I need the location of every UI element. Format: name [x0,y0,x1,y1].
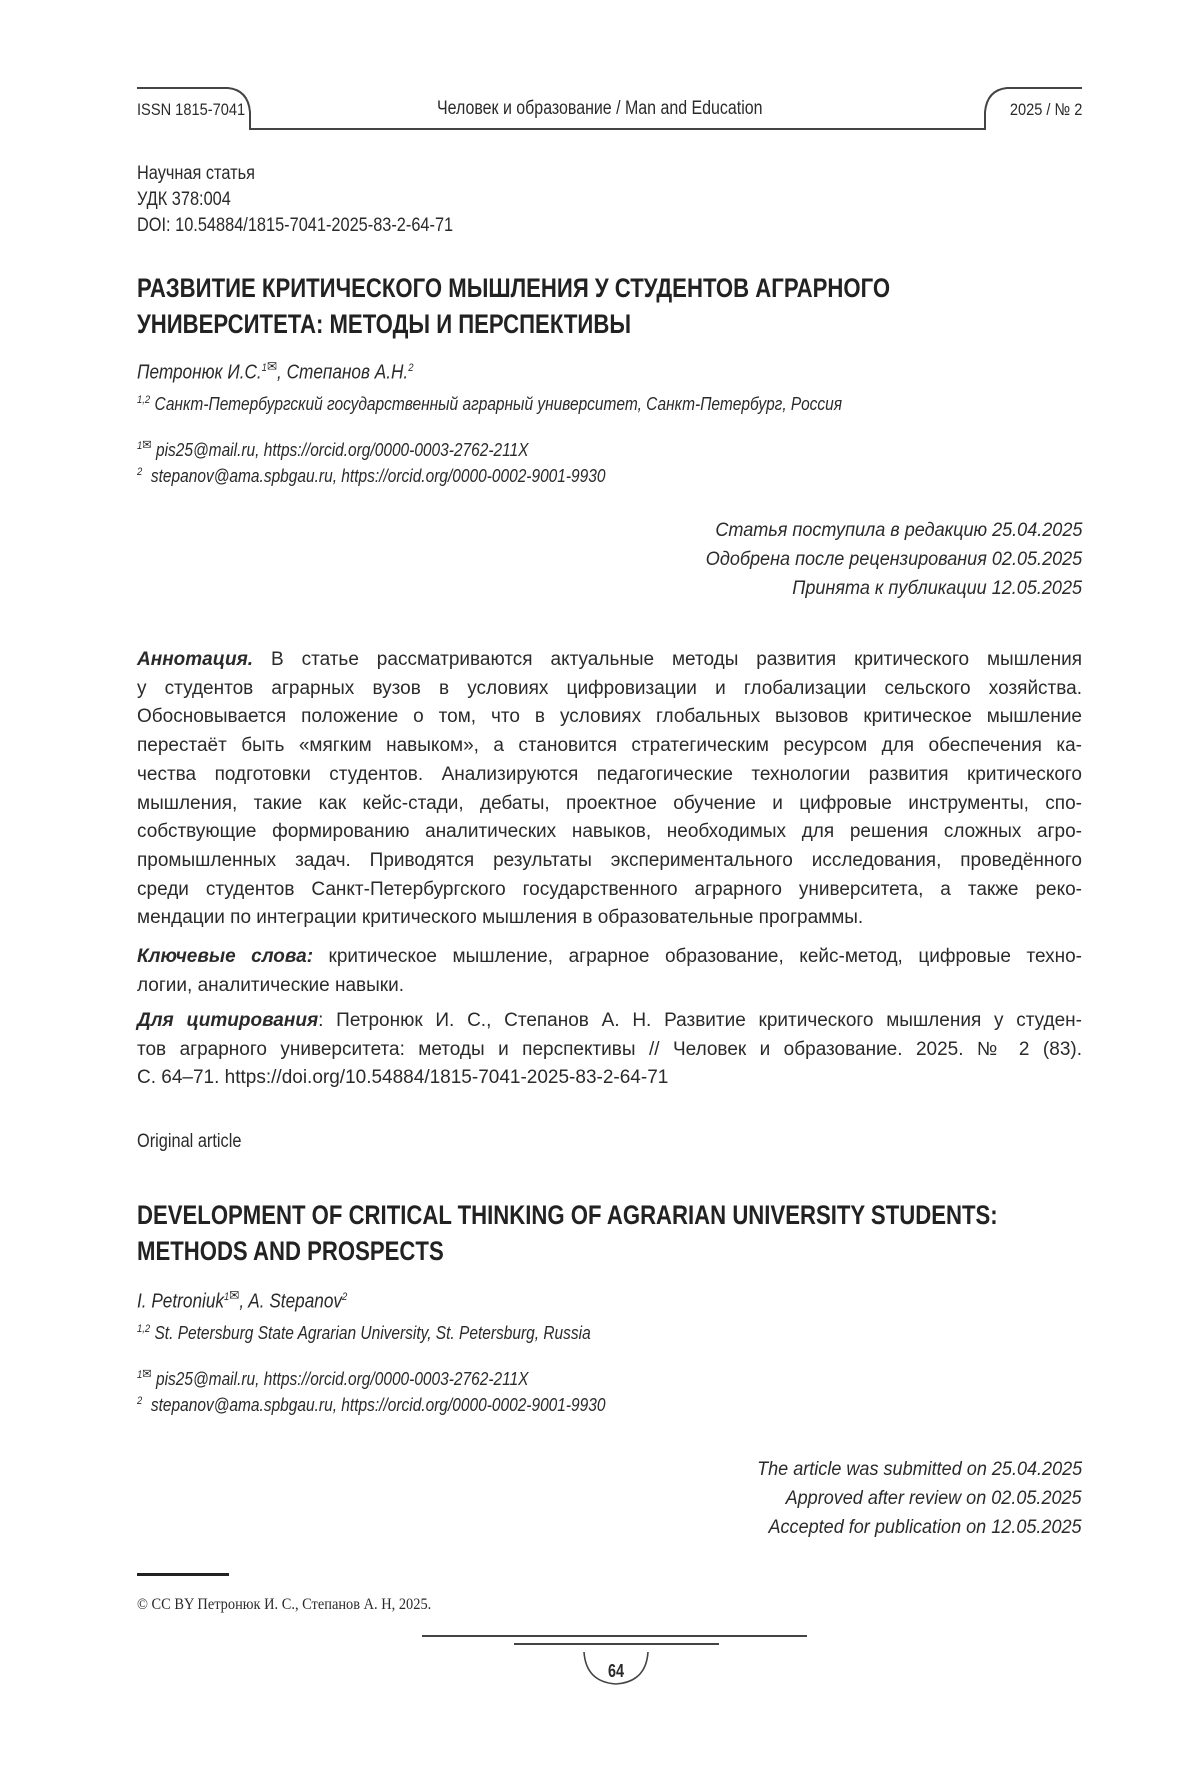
envelope-icon: ✉ [229,1287,239,1303]
affiliation-en: 1,2 St. Petersburg State Agrarian University, St. Petersburg, Russia [137,1323,665,1344]
citation-ru: Для цитирования: Петронюк И. С., Степанов А. Н. Развитие критического мышления у студен- тов аграрного университета: методы и перспективы // Человек и образование. 2025. № 2 (83). С. 64–71. https://doi.org/10.54884/1815-7041-2025-83-2-64-71 [137,1007,1082,1093]
abstract-label: Аннотация. [137,649,253,670]
authors-ru: Петронюк И.С.1✉, Степанов А.Н.2 [137,358,458,385]
keywords-ru: Ключевые слова: критическое мышление, аграрное образование, кейс-метод, цифровые техно- логии, аналитические навыки. [137,943,1082,1000]
contact-1-en: 1✉ pis25@mail.ru, https://orcid.org/0000-0003-2762-211X [137,1366,592,1390]
abstract-ru: Аннотация. В статье рассматриваются актуальные методы развития критического мышления у студентов аграрных вузов в условиях цифровизации и глобализации сельского хозяйства. Обосновывается положение о том, что в условиях глобальных вызовов критическое мышление перестаёт быть «мягким навыком», а становится стратегическим ресурсом для обеспечения ка- чества подготовки студентов. Анализируются педагогические технологии развития критического мышления, такие как кейс-стади, дебаты, проектное обучение и цифровые инструменты, спо- собствующие формированию аналитических навыков, необходимых для решения сложных агро- промышленных задач. Приводятся результаты экспериментального исследования, проведённого среди студентов Санкт-Петербургского государственного аграрного университета, а также реко- мендации по интеграции критического мышления в образовательные программы. [137,646,1082,933]
envelope-icon: ✉ [267,358,277,374]
article-type-en: Original article [137,1129,258,1155]
issn: ISSN 1815-7041 [137,100,263,120]
contact-2-en: 2 stepanov@ama.spbgau.ru, https://orcid.org/0000-0002-9001-9930 [137,1395,682,1416]
contact-2-ru: 2 stepanov@ama.spbgau.ru, https://orcid.org/0000-0002-9001-9930 [137,466,682,487]
title-en: DEVELOPMENT OF CRITICAL THINKING OF AGRARIAN UNIVERSITY STUDENTS: METHODS AND PROSPECTS [137,1197,1187,1269]
dates-ru: Статья поступила в редакцию 25.04.2025 Одобрена после рецензирования 02.05.2025 Принята к публикации 12.05.2025 [686,516,1082,603]
envelope-icon: ✉ [142,1366,151,1381]
article-meta: Научная статья УДК 378:004 DOI: 10.54884/1815-7041-2025-83-2-64-71 [137,161,505,239]
authors-en: I. Petroniuk1✉, A. Stepanov2 [137,1287,382,1314]
license-note: © CC BY Петронюк И. С., Степанов А. Н, 2025. [137,1596,464,1614]
footnote-rule [137,1573,229,1576]
envelope-icon: ✉ [142,437,151,452]
journal-title: Человек и образование / Man and Education [0,98,1200,120]
dates-en: The article was submitted on 25.04.2025 Approved after review on 02.05.2025 Accepted for publication on 12.05.2025 [740,1455,1082,1542]
issue-number: 2025 / № 2 [998,100,1082,120]
affiliation-ru: 1,2 Санкт-Петербургский государственный аграрный университет, Санкт-Петербург, Россия [137,394,957,415]
contact-1-ru: 1✉ pis25@mail.ru, https://orcid.org/0000-0003-2762-211X [137,437,592,461]
title-ru: РАЗВИТИЕ КРИТИЧЕСКОГО МЫШЛЕНИЯ У СТУДЕНТОВ АГРАРНОГО УНИВЕРСИТЕТА: МЕТОДЫ И ПЕРСПЕКТИВЫ [137,270,1055,342]
page-number: 64 [566,1661,666,1682]
